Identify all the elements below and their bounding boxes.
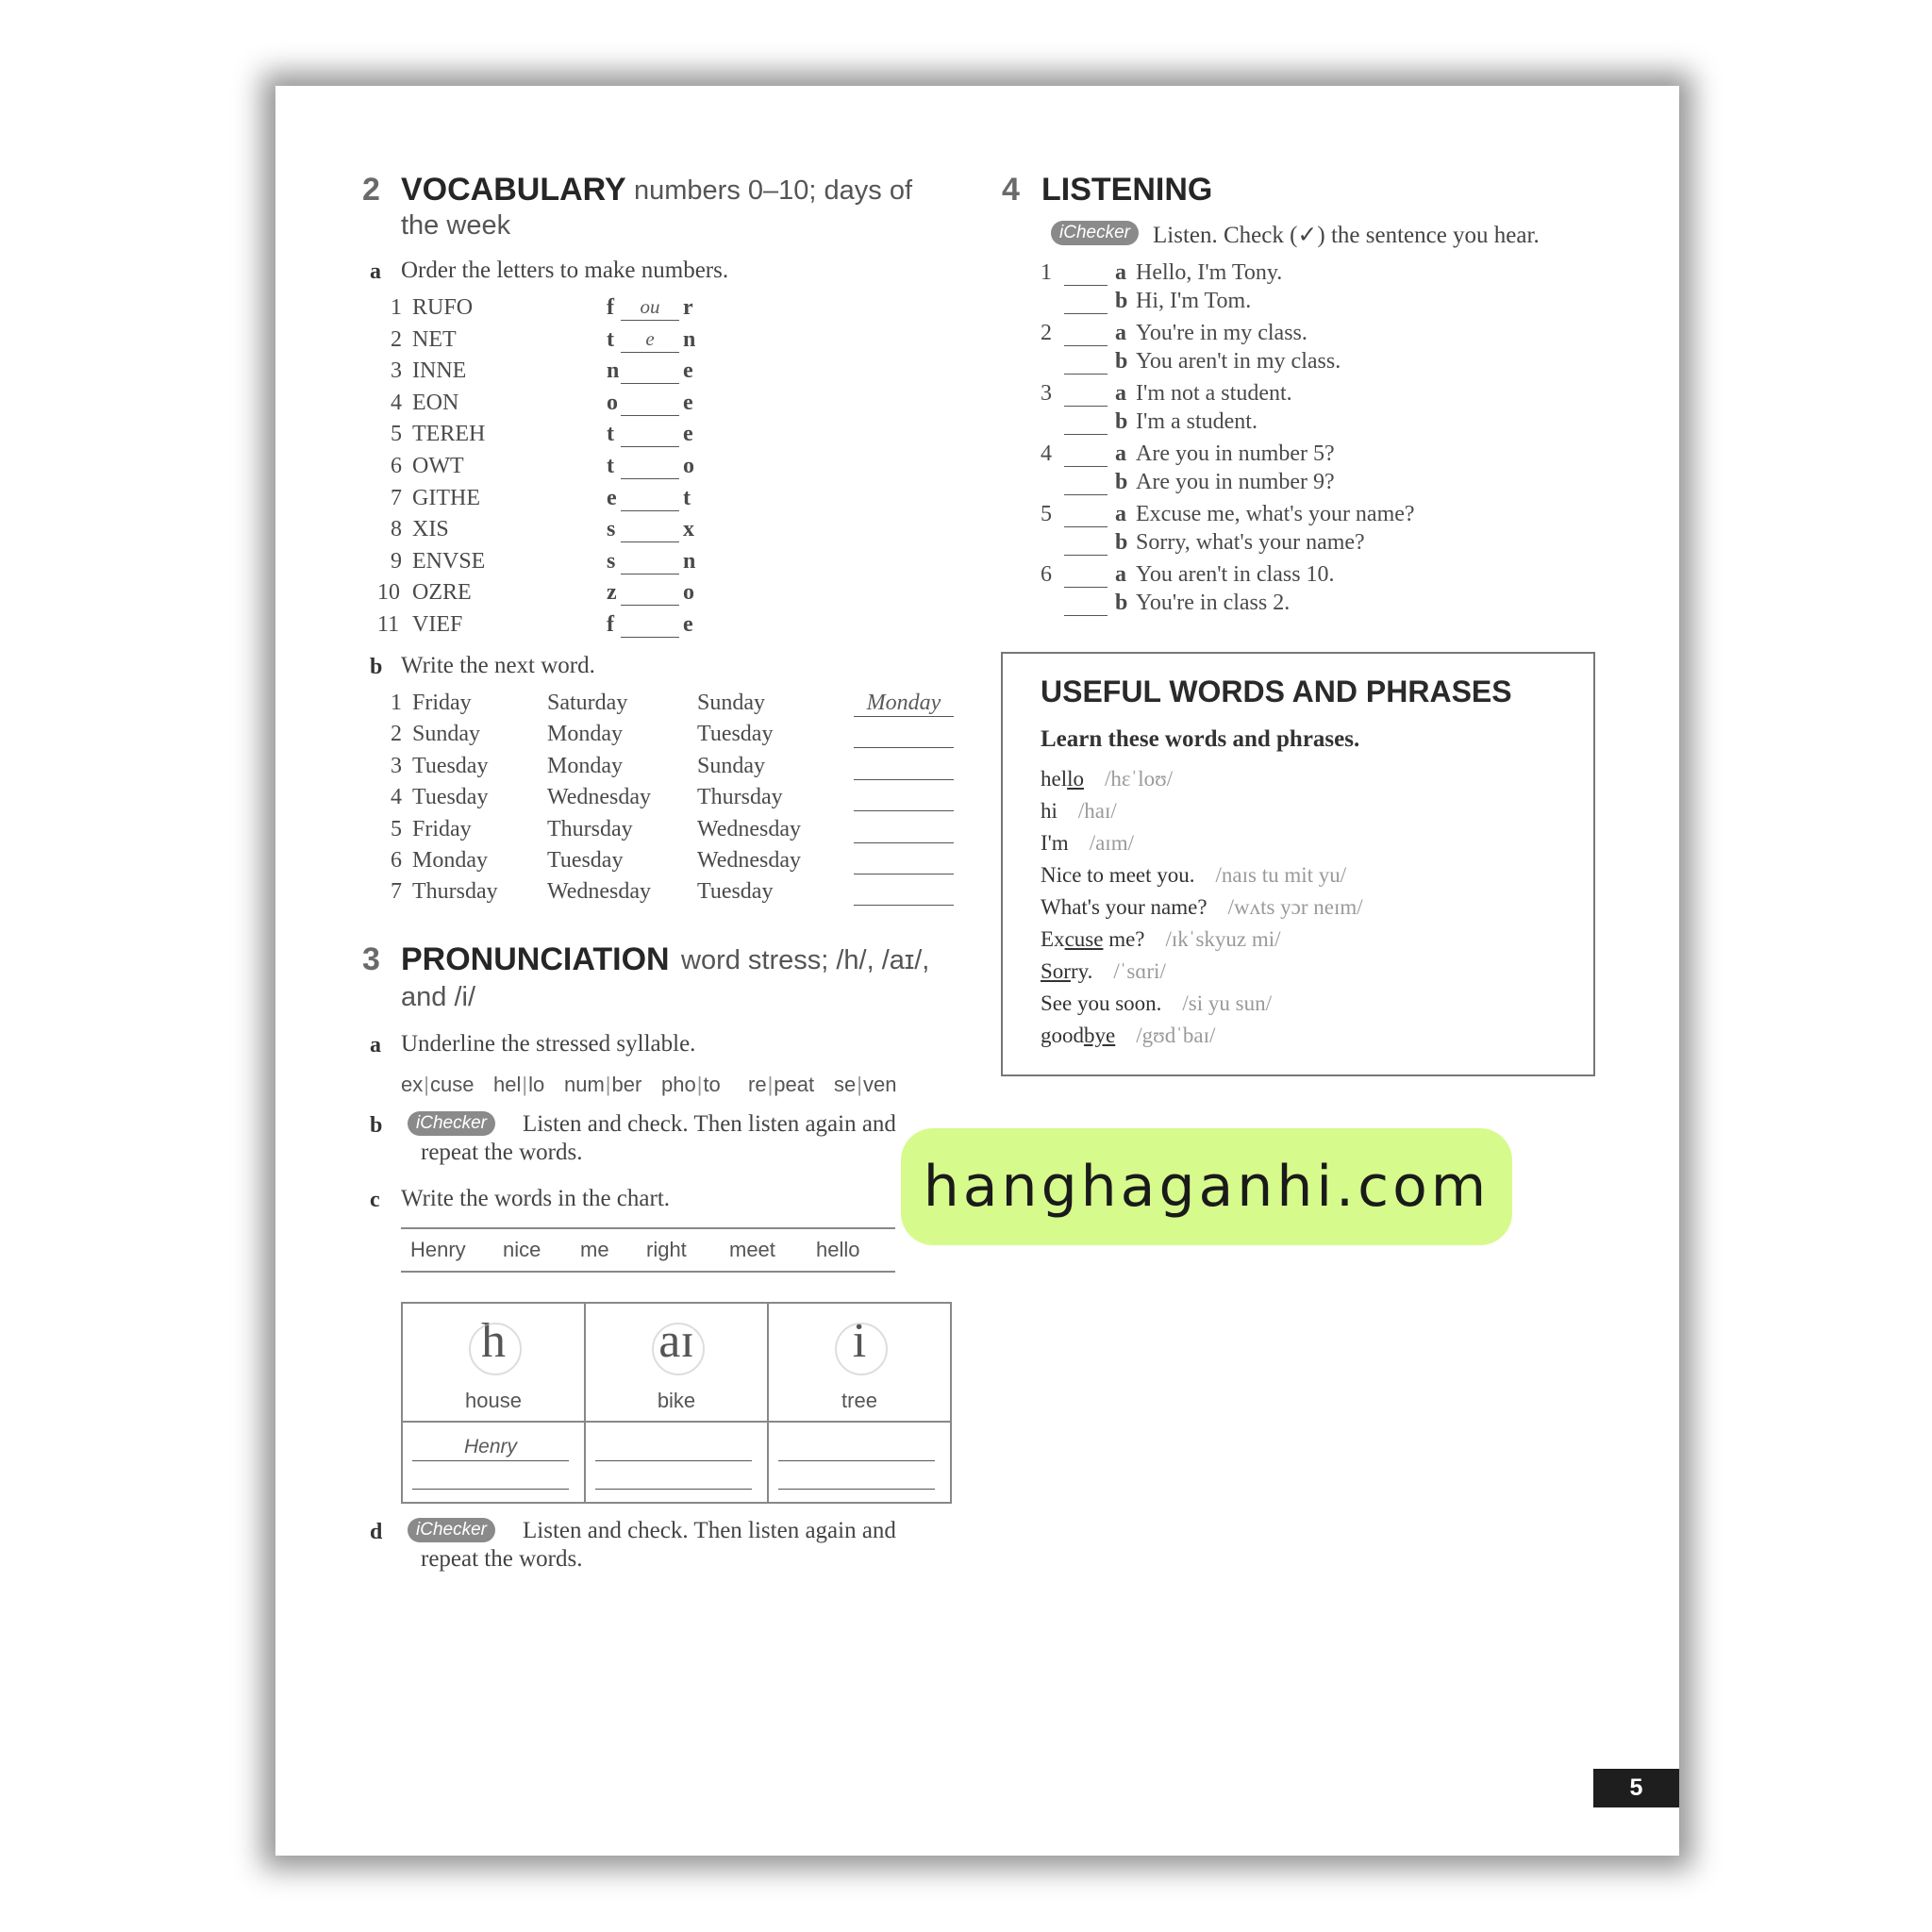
answer-last-letter: e [683,612,693,637]
phrase-phonetic: /wʌts yɔr neɪm/ [1227,895,1363,919]
syllable-1: se [834,1073,857,1096]
phrase-text: Ex [1041,927,1065,951]
answer-first-letter: o [607,390,618,415]
ichecker-badge-label: iChecker [408,1518,495,1542]
day-1: Monday [412,848,488,873]
section-3-subtitle-line2: and /i/ [401,982,475,1012]
sound-chart [401,1302,952,1504]
answer-first-letter: s [607,548,616,574]
syllable-divider: | [857,1073,862,1096]
exercise-3a-label: a [370,1033,381,1058]
scrambled-word: ENVSE [412,548,486,574]
phrase-text: hi [1041,799,1058,823]
chart-divider [769,1421,950,1423]
check-blank[interactable] [1064,291,1108,314]
option-letter: a [1115,441,1126,466]
useful-phrase [1041,927,1281,952]
section-3-number: 3 [362,941,380,977]
answer-last-letter: e [683,422,693,447]
option-letter: b [1115,349,1128,374]
check-blank[interactable] [1064,532,1108,556]
check-blank[interactable] [1064,504,1108,527]
next-day-answer[interactable] [854,848,954,874]
stress-word[interactable] [564,1073,641,1097]
ichecker-badge-label: iChecker [408,1111,495,1136]
phrase-text: good [1041,1024,1084,1047]
phrase-text: What's your name? [1041,895,1208,919]
sound-picture-icon [835,1323,888,1375]
section-2-title: VOCABULARY [401,172,626,208]
answer-first-letter: t [607,422,614,447]
scrambled-word: OWT [412,454,464,478]
chart-answer-line[interactable] [778,1464,935,1490]
exercise-3a-instruction: Underline the stressed syllable. [401,1031,696,1057]
useful-phrase [1041,767,1173,791]
item-number: 10 [377,580,400,606]
word-bank [401,1227,895,1273]
section-2-subtitle-line1: numbers 0–10; days of [634,175,913,206]
useful-phrase [1041,863,1346,888]
exercise-3d-instruction-line2: repeat the words. [421,1546,583,1572]
item-number: 5 [391,816,402,841]
item-number: 1 [391,295,402,320]
phrase-stressed-syllable: Sor [1041,959,1071,983]
ichecker-badge[interactable] [1051,221,1139,245]
sound-keyword: house [465,1389,522,1412]
answer-last-letter: t [683,485,691,510]
option-b-sentence: Sorry, what's your name? [1136,530,1365,555]
check-blank[interactable] [1064,323,1108,346]
syllable-2: ven [862,1073,897,1096]
answer-last-letter: e [683,390,693,415]
useful-phrase [1041,959,1166,984]
sound-column [769,1304,950,1502]
sound-symbol: h [481,1314,506,1368]
option-b-sentence: Are you in number 9? [1136,470,1335,494]
exercise-2a-instruction: Order the letters to make numbers. [401,258,729,283]
check-blank[interactable] [1064,351,1108,375]
scrambled-word: TEREH [412,422,486,447]
sound-symbol: aɪ [658,1314,694,1368]
syllable-1: hel [493,1073,522,1096]
scrambled-word: XIS [412,517,449,542]
word-bank-item: right [646,1238,687,1261]
section-4-instruction: Listen. Check (✓) the sentence you hear. [1153,223,1540,248]
phrase-text: I'm [1041,831,1069,855]
exercise-2b-instruction: Write the next word. [401,653,595,678]
answer-blank[interactable] [621,486,679,511]
day-1: Friday [412,691,472,715]
item-number: 5 [1041,502,1052,526]
option-letter: a [1115,381,1126,406]
useful-phrase [1041,895,1363,920]
exercise-3b-instruction-line2: repeat the words. [421,1140,583,1165]
item-number: 8 [391,517,402,542]
scrambled-word: EON [412,390,459,415]
syllable-2: ber [611,1073,642,1096]
option-letter: b [1115,530,1128,555]
syllable-1: pho [661,1073,696,1096]
sound-symbol: i [852,1314,867,1368]
word-bank-item: me [580,1238,609,1261]
sound-column [403,1304,586,1502]
useful-words-box [1001,652,1595,1076]
next-day-answer[interactable] [854,722,954,748]
day-1: Sunday [412,722,480,747]
item-number: 9 [391,548,402,574]
option-b-sentence: I'm a student. [1136,409,1257,434]
word-bank-item: meet [729,1238,775,1261]
day-1: Tuesday [412,785,489,810]
option-a-sentence: I'm not a student. [1136,381,1292,406]
scrambled-word: NET [412,326,457,352]
chart-divider [586,1421,767,1423]
answer-blank[interactable] [621,391,679,416]
word-bank-item: Henry [410,1238,466,1261]
next-day-answer[interactable] [854,879,954,906]
phrase-stressed-syllable: cuse [1064,927,1104,951]
option-a-sentence: You're in my class. [1136,321,1307,345]
syllable-2: to [703,1073,721,1096]
stress-word[interactable] [493,1073,544,1097]
exercise-3c-label: c [370,1188,380,1212]
day-3: Wednesday [697,816,802,841]
option-b-sentence: Hi, I'm Tom. [1136,289,1252,313]
answer-blank[interactable] [621,549,679,575]
chart-answer-line[interactable] [595,1464,752,1490]
item-number: 2 [1041,321,1052,345]
check-blank[interactable] [1064,472,1108,495]
phrase-phonetic: /ˈsɑri/ [1113,959,1166,983]
option-a-sentence: You aren't in class 10. [1136,562,1335,587]
exercise-3d-instruction-line1: Listen and check. Then listen again and [523,1518,896,1543]
answer-last-letter: o [683,580,694,606]
check-blank[interactable] [1064,383,1108,407]
phrase-text: hel [1041,767,1068,791]
syllable-1: ex [401,1073,424,1096]
answer-first-letter: z [607,580,617,606]
option-b-sentence: You're in class 2. [1136,591,1291,615]
answer-blank[interactable] [621,612,679,638]
item-number: 5 [391,422,402,447]
option-letter: b [1115,289,1128,313]
answer-blank[interactable]: ou [621,295,679,321]
option-letter: a [1115,260,1126,285]
day-3: Tuesday [697,879,774,905]
check-blank[interactable] [1064,411,1108,435]
day-1: Friday [412,816,472,841]
sound-picture-icon [652,1323,705,1375]
check-blank[interactable] [1064,592,1108,616]
section-2-number: 2 [362,172,380,208]
option-a-sentence: Excuse me, what's your name? [1136,502,1415,526]
exercise-3c-instruction: Write the words in the chart. [401,1186,671,1211]
option-a-sentence: Are you in number 5? [1136,441,1335,466]
day-3: Sunday [697,753,765,778]
phrase-stressed-syllable: bye [1084,1024,1116,1047]
word-bank-item: nice [503,1238,541,1261]
answer-last-letter: x [683,517,694,542]
item-number: 2 [391,722,402,747]
answer-first-letter: t [607,326,614,352]
item-number: 11 [377,612,400,637]
exercise-3d-label: d [370,1520,383,1544]
answer-first-letter: n [607,358,620,384]
day-3: Thursday [697,785,783,810]
day-2: Wednesday [547,879,652,905]
item-number: 7 [391,485,402,510]
item-number: 4 [1041,441,1052,466]
option-letter: b [1115,591,1128,615]
day-2: Monday [547,753,623,778]
answer-last-letter: r [683,295,693,320]
ichecker-badge[interactable] [408,1518,495,1542]
answer-last-letter: n [683,326,696,352]
ichecker-badge-label: iChecker [1051,221,1139,245]
day-3: Sunday [697,691,765,715]
chart-answer-line[interactable] [778,1436,935,1461]
answer-last-letter: e [683,358,693,384]
item-number: 4 [391,390,402,415]
phrase-stressed-syllable: lo [1067,767,1084,791]
sound-picture-icon [469,1323,522,1375]
stress-word[interactable] [748,1073,814,1097]
syllable-divider: | [767,1073,774,1096]
stress-word[interactable] [834,1073,896,1097]
item-number: 4 [391,785,402,810]
stress-word[interactable] [401,1073,474,1097]
chart-divider [403,1421,584,1423]
day-1: Thursday [412,879,498,905]
page-number: 5 [1593,1769,1679,1807]
answer-blank[interactable] [621,422,679,447]
answer-last-letter: o [683,454,694,478]
phrase-phonetic: /naɪs tu mit yu/ [1215,863,1347,887]
item-number: 1 [1041,260,1052,285]
syllable-2: lo [528,1073,545,1096]
word-bank-item: hello [816,1238,860,1261]
day-2: Thursday [547,816,633,841]
exercise-2b-label: b [370,655,383,679]
syllable-divider: | [522,1073,528,1096]
answer-first-letter: s [607,517,616,542]
answer-first-letter: e [607,485,617,510]
day-3: Wednesday [697,848,802,873]
answer-first-letter: t [607,454,614,478]
item-number: 2 [391,326,402,352]
answer-blank[interactable] [621,517,679,542]
sound-column [586,1304,769,1502]
option-letter: b [1115,409,1128,434]
section-4-number: 4 [1002,172,1020,208]
useful-phrase [1041,831,1134,856]
ichecker-badge[interactable] [408,1111,495,1136]
scrambled-word: GITHE [412,485,480,510]
section-3-title: PRONUNCIATION [401,941,670,977]
chart-answer-line[interactable]: Henry [412,1436,569,1461]
scrambled-word: INNE [412,358,467,384]
check-blank[interactable] [1064,564,1108,588]
check-blank[interactable] [1064,443,1108,467]
chart-answer-line[interactable] [412,1464,569,1490]
option-letter: a [1115,502,1126,526]
next-day-answer[interactable]: Monday [854,691,954,717]
item-number: 3 [391,358,402,384]
day-2: Tuesday [547,848,624,873]
syllable-divider: | [605,1073,611,1096]
useful-phrase [1041,1024,1215,1048]
chart-answer-line[interactable] [595,1436,752,1461]
option-letter: a [1115,562,1126,587]
exercise-2a-label: a [370,259,381,284]
next-day-answer[interactable] [854,754,954,780]
phrase-phonetic: /si yu sun/ [1182,991,1272,1015]
answer-first-letter: f [607,612,614,637]
day-2: Saturday [547,691,628,715]
phrase-phonetic: /ɪkˈskyuz mi/ [1165,927,1281,951]
day-1: Tuesday [412,753,489,778]
watermark-banner: hanghaganhi.com [901,1128,1512,1245]
workbook-page [275,86,1679,1856]
answer-blank[interactable] [621,454,679,479]
item-number: 6 [391,454,402,478]
item-number: 7 [391,879,402,905]
phrase-text: ry. [1070,959,1093,983]
scrambled-word: OZRE [412,580,472,606]
day-2: Wednesday [547,785,652,810]
item-number: 1 [391,691,402,715]
scrambled-word: VIEF [412,612,463,637]
next-day-answer[interactable] [854,817,954,843]
syllable-1: re [748,1073,767,1096]
item-number: 3 [1041,381,1052,406]
option-letter: b [1115,470,1128,494]
syllable-2: peat [774,1073,815,1096]
section-2-subtitle-line2: the week [401,210,511,241]
syllable-1: num [564,1073,605,1096]
next-day-answer[interactable] [854,785,954,811]
scrambled-word: RUFO [412,295,474,320]
phrase-phonetic: /hɛˈloʊ/ [1105,767,1174,791]
answer-blank[interactable] [621,580,679,606]
item-number: 3 [391,753,402,778]
syllable-divider: | [696,1073,703,1096]
phrase-phonetic: /aɪm/ [1089,831,1134,855]
useful-words-instruction: Learn these words and phrases. [1041,726,1360,752]
answer-last-letter: n [683,548,696,574]
exercise-3b-instruction-line1: Listen and check. Then listen again and [523,1111,896,1137]
syllable-2: cuse [429,1073,475,1096]
syllable-divider: | [424,1073,429,1096]
day-3: Tuesday [697,722,774,747]
section-4-title: LISTENING [1041,172,1213,208]
sound-keyword: tree [841,1389,877,1412]
exercise-3b-label: b [370,1113,383,1138]
answer-first-letter: f [607,295,614,320]
stress-word[interactable] [661,1073,721,1097]
answer-blank[interactable] [621,358,679,384]
option-letter: a [1115,321,1126,345]
phrase-phonetic: /gʊdˈbaɪ/ [1136,1024,1216,1047]
phrase-text: See you soon. [1041,991,1162,1015]
useful-phrase [1041,799,1117,824]
phrase-text: me? [1103,927,1145,951]
answer-blank[interactable]: e [621,327,679,353]
useful-phrase [1041,991,1272,1016]
sound-keyword: bike [657,1389,696,1412]
useful-words-title: USEFUL WORDS AND PHRASES [1041,675,1512,708]
option-a-sentence: Hello, I'm Tony. [1136,260,1283,285]
phrase-text: Nice to meet you. [1041,863,1195,887]
phrase-phonetic: /haɪ/ [1077,799,1117,823]
section-3-subtitle-line1: word stress; /h/, /aɪ/, [681,945,930,975]
day-2: Monday [547,722,623,747]
check-blank[interactable] [1064,262,1108,286]
option-b-sentence: You aren't in my class. [1136,349,1341,374]
item-number: 6 [391,848,402,873]
item-number: 6 [1041,562,1052,587]
